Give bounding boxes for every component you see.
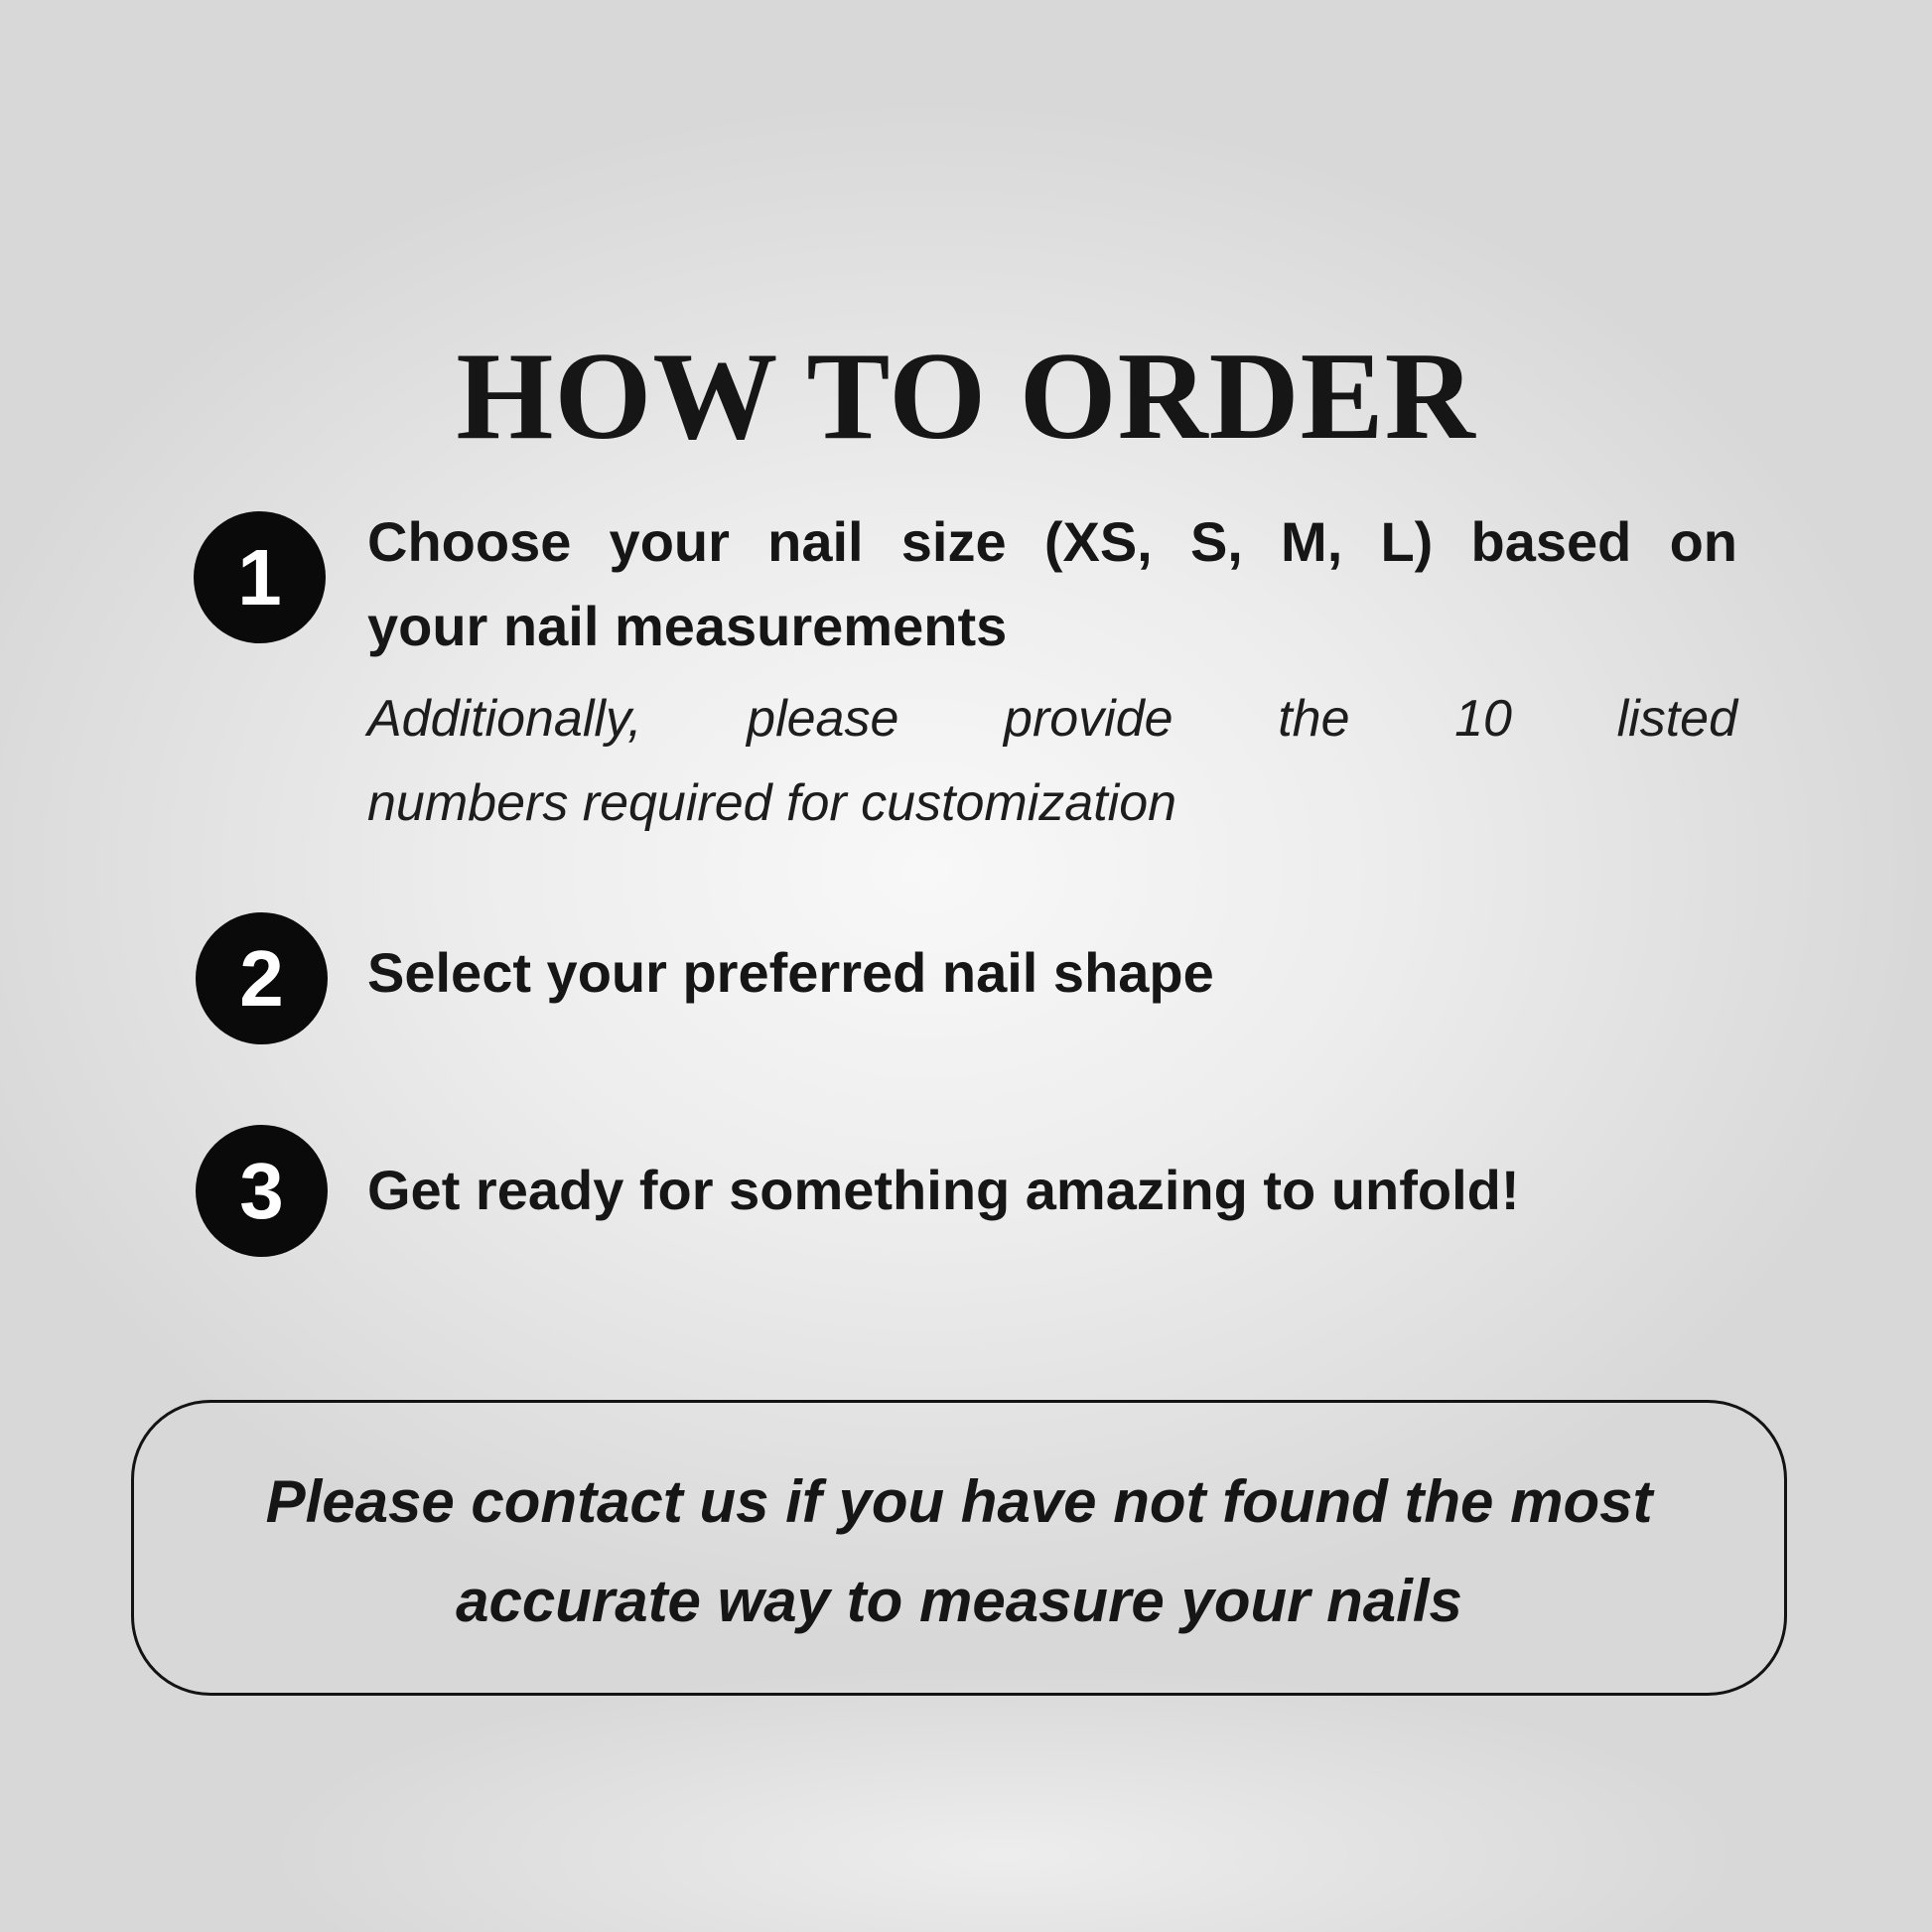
step-1-number: 1 bbox=[237, 532, 282, 621]
contact-note-box bbox=[131, 1400, 1787, 1696]
step-3-text bbox=[367, 1148, 1737, 1232]
step-1-note-line-1: Additionally, please provide the 10 listed bbox=[367, 690, 1737, 748]
step-3-line-1: Get ready for something amazing to unfold! bbox=[367, 1159, 1520, 1221]
page-title: HOW TO ORDER bbox=[456, 328, 1476, 467]
contact-note-line-1: Please contact us if you have not found the most bbox=[265, 1468, 1653, 1535]
step-2-number: 2 bbox=[239, 933, 284, 1023]
step-2-number-badge bbox=[196, 912, 328, 1044]
step-1-note-line-2: numbers required for customization bbox=[367, 774, 1177, 832]
step-1-line-2: your nail measurements bbox=[367, 595, 1008, 657]
step-2-line-1: Select your preferred nail shape bbox=[367, 941, 1214, 1004]
step-3-number-badge bbox=[196, 1125, 328, 1257]
step-3-number: 3 bbox=[239, 1146, 284, 1235]
contact-note-line-2: accurate way to measure your nails bbox=[456, 1568, 1462, 1634]
step-1-line-1: Choose your nail size (XS, S, M, L) based on bbox=[367, 510, 1737, 573]
step-1-text bbox=[367, 499, 1737, 668]
step-1-number-badge bbox=[194, 511, 326, 643]
step-1-note bbox=[367, 677, 1737, 846]
step-2-text bbox=[367, 930, 1737, 1015]
